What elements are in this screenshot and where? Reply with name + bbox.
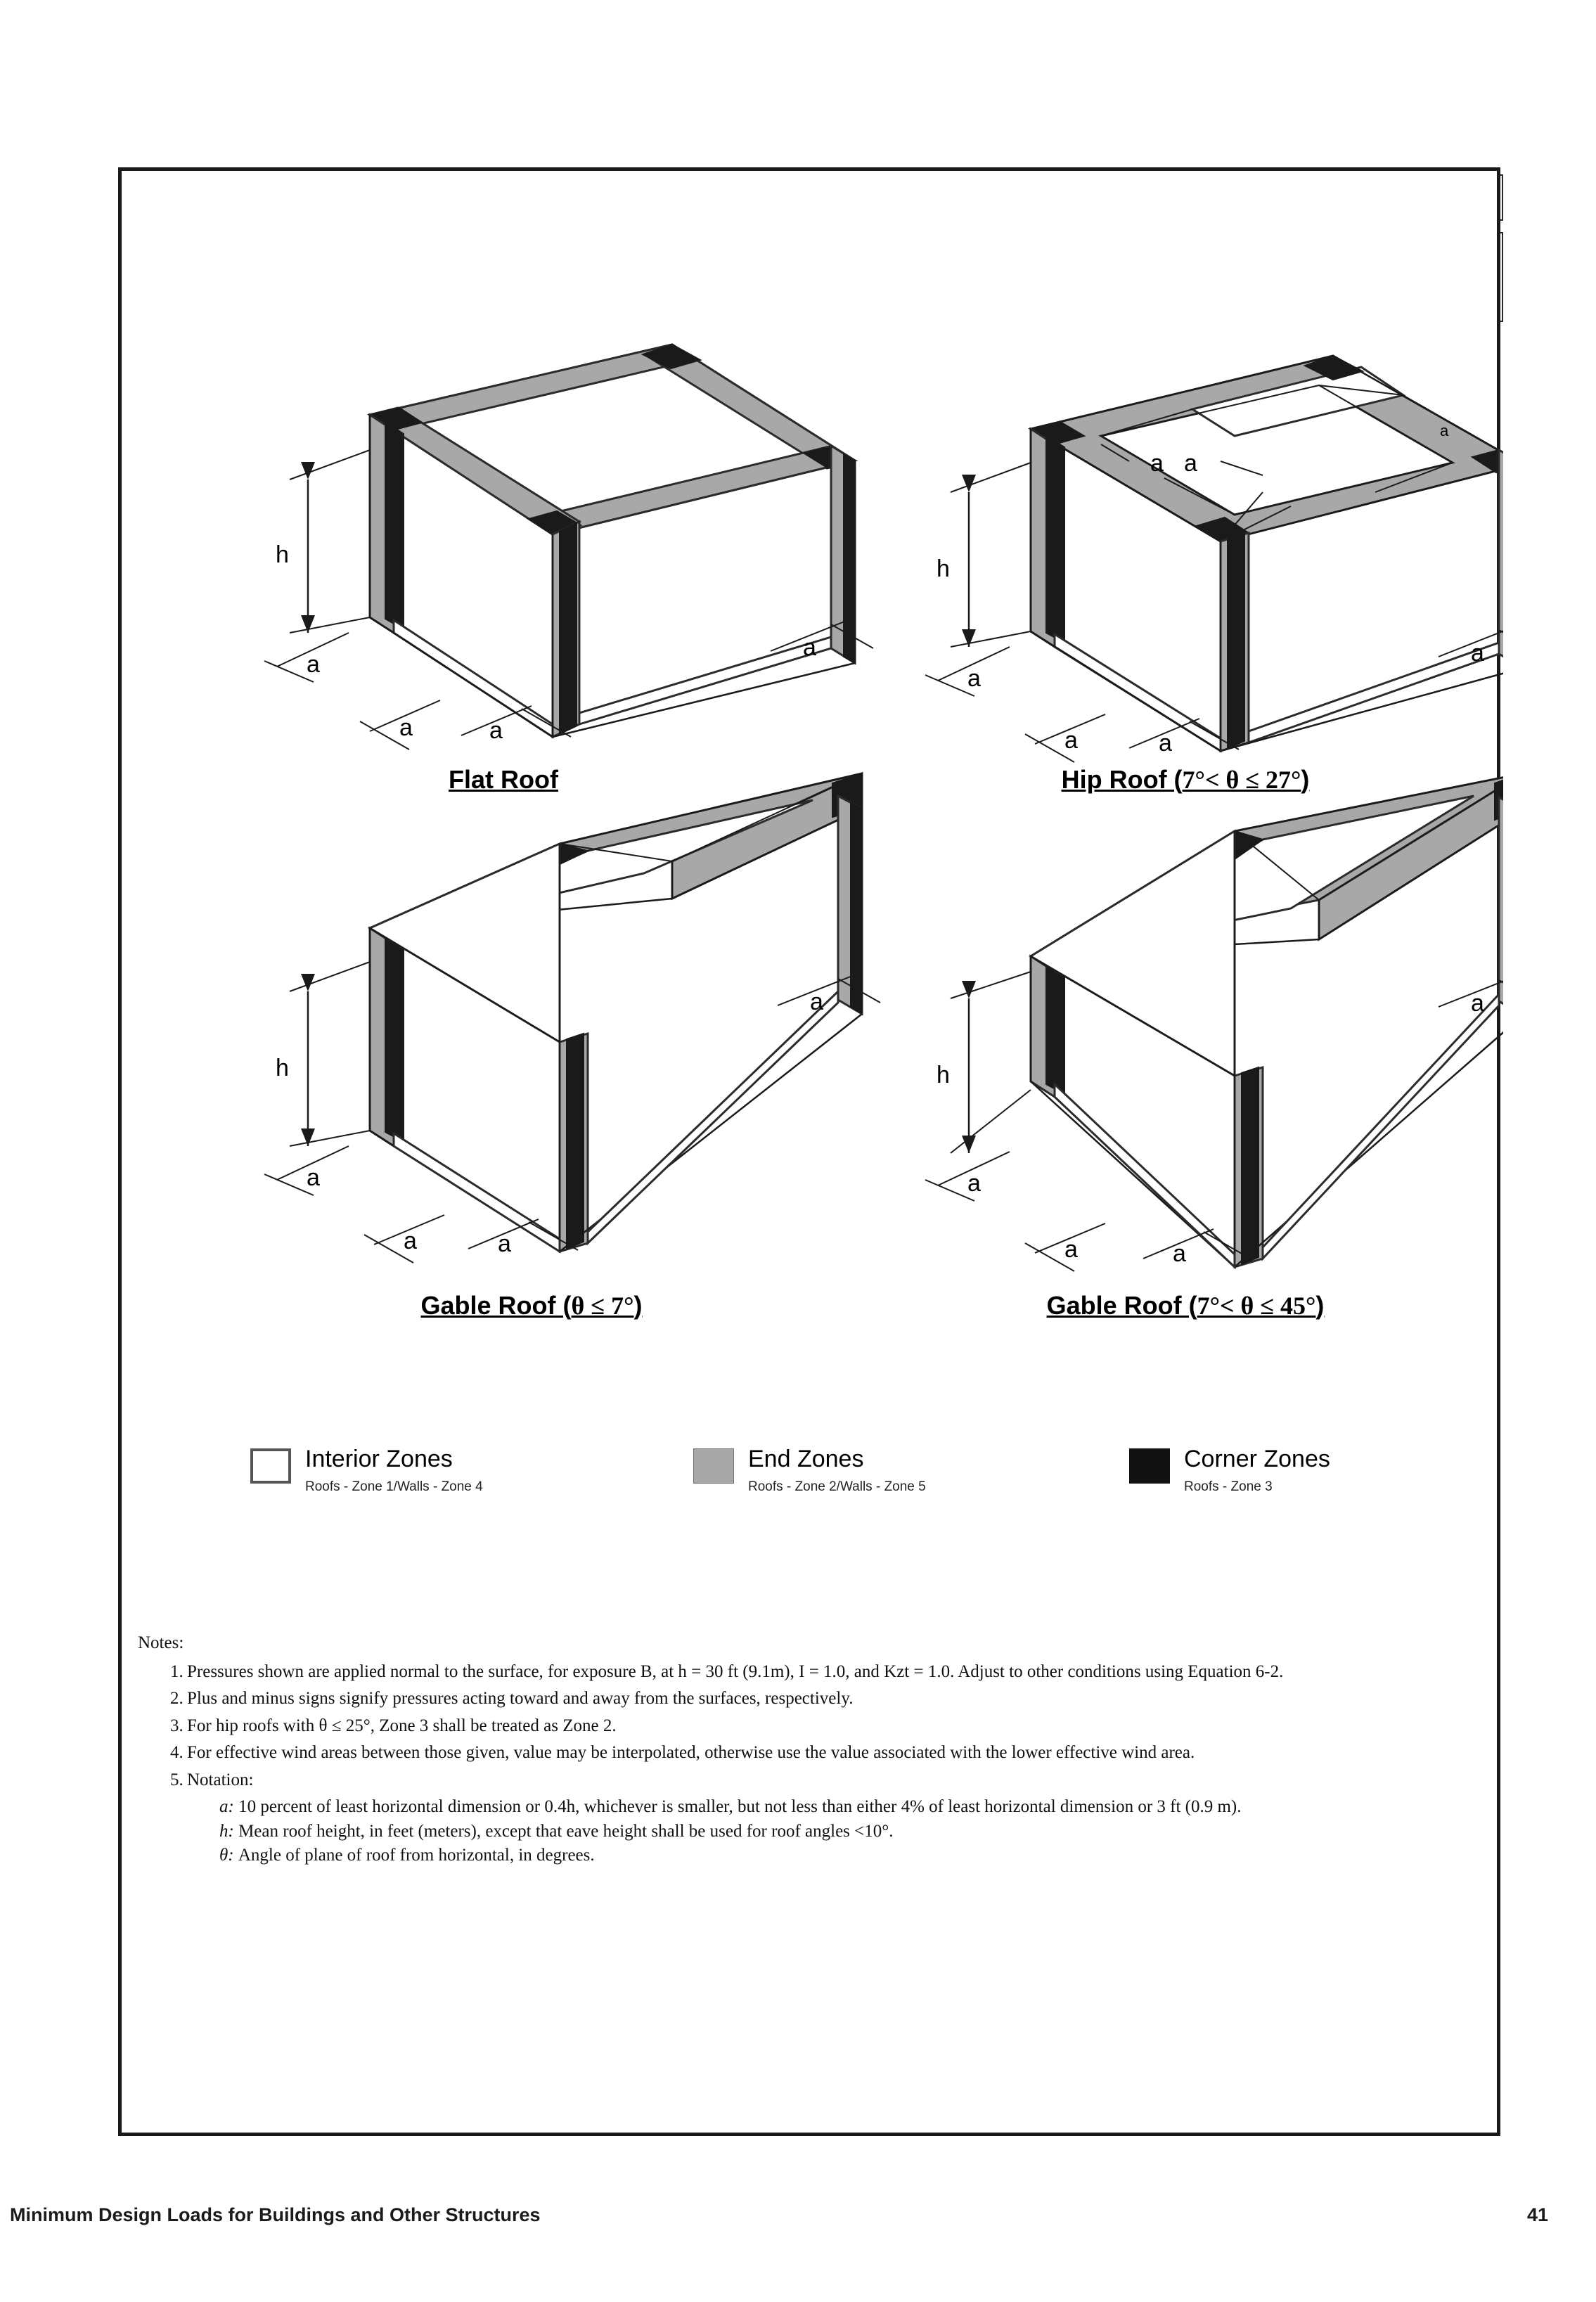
gable-high-a-label-4: a [1471, 990, 1484, 1017]
note-item [138, 1714, 1460, 1739]
notes-section [138, 1631, 1460, 1868]
note-text: Plus and minus signs signify pressures acting toward and away from the surfaces, respectively. [187, 1689, 854, 1708]
hip-roof-a-label-2: a [1064, 727, 1078, 754]
notes-title: Notes: [138, 1633, 184, 1652]
gable-roof-low-caption [307, 1291, 757, 1320]
hip-roof-a-label-5: a [1150, 450, 1164, 477]
gable-high-a-label-1: a [967, 1170, 981, 1197]
flat-roof-a-label-1: a [307, 651, 320, 678]
hip-roof-caption-angle: 7°< θ ≤ 27° [1182, 766, 1301, 794]
gable-low-a-label-2: a [404, 1228, 417, 1254]
end-zone-swatch [693, 1448, 734, 1484]
interior-zone-swatch [250, 1448, 291, 1484]
notation-symbol: θ: [219, 1846, 234, 1865]
note-item [138, 1660, 1460, 1685]
flat-roof-drawing [264, 345, 873, 750]
flat-roof-h-label: h [276, 541, 289, 568]
hip-roof-a-label-4: a [1471, 640, 1484, 667]
note-item [138, 1768, 1460, 1793]
gable-low-a-label-4: a [810, 989, 823, 1015]
gable-high-caption-angle: 7°< θ ≤ 45° [1197, 1292, 1316, 1320]
hip-roof-a-label-6: a [1184, 450, 1197, 477]
notation-item [219, 1795, 1460, 1820]
page-footer [10, 2204, 1585, 2226]
gable-roof-low-drawing [264, 773, 880, 1263]
hip-roof-caption-main: Hip Roof ( [1061, 765, 1183, 794]
note-number: 2. [170, 1689, 184, 1708]
flat-roof-a-label-4: a [803, 634, 816, 661]
gable-high-caption-main: Gable Roof ( [1046, 1291, 1197, 1320]
gable-low-h-label: h [276, 1055, 289, 1081]
end-zone-detail: Roofs - Zone 2/Walls - Zone 5 [748, 1479, 926, 1494]
note-number: 4. [170, 1743, 184, 1762]
gable-low-a-label-1: a [307, 1164, 320, 1191]
notation-text: 10 percent of least horizontal dimension or 0.4h, whichever is smaller, but not less than either 4% of least horizontal dimension or 3 ft (0.9 m). [238, 1797, 1242, 1816]
svg-text:a: a [1440, 422, 1449, 439]
gable-roof-high-drawing [925, 773, 1503, 1271]
gable-low-caption-close: ) [633, 1291, 643, 1320]
flat-roof-a-label-3: a [489, 717, 503, 744]
gable-low-a-label-3: a [498, 1230, 511, 1257]
footer-title-rest: for Buildings and Other Structures [223, 2204, 541, 2225]
footer-title-bold: Minimum Design Loads [10, 2204, 224, 2225]
gable-low-caption-angle: θ ≤ 7° [571, 1292, 634, 1320]
notation-symbol: a: [219, 1797, 234, 1816]
zone-legend [138, 1448, 1503, 1526]
gable-high-h-label: h [937, 1062, 950, 1088]
note-text: Notation: [187, 1770, 254, 1789]
note-text: For hip roofs with θ ≤ 25°, Zone 3 shall be treated as Zone 2. [187, 1716, 617, 1735]
end-zone-label: End Zones [748, 1446, 864, 1472]
notation-text: Angle of plane of roof from horizontal, in degrees. [238, 1846, 595, 1865]
gable-low-caption-main: Gable Roof ( [420, 1291, 572, 1320]
hip-roof-a-label-1: a [967, 665, 981, 692]
hip-roof-a-label-3: a [1159, 730, 1172, 757]
page-number: 41 [1526, 2204, 1548, 2225]
hip-roof-caption-close: ) [1301, 765, 1310, 794]
corner-zone-label: Corner Zones [1184, 1446, 1330, 1472]
corner-zone-swatch [1129, 1448, 1170, 1484]
hip-roof-drawing [925, 356, 1503, 762]
notation-symbol: h: [219, 1821, 234, 1841]
interior-zone-detail: Roofs - Zone 1/Walls - Zone 4 [305, 1479, 483, 1494]
flat-roof-a-label-2: a [399, 714, 413, 741]
corner-zone-detail: Roofs - Zone 3 [1184, 1479, 1273, 1494]
notation-text: Mean roof height, in feet (meters), except that eave height shall be used for roof angles <10°. [238, 1821, 894, 1841]
note-item [138, 1687, 1460, 1711]
hip-roof-caption [932, 765, 1439, 795]
gable-roof-high-caption [904, 1291, 1467, 1320]
note-text: For effective wind areas between those given, value may be interpolated, otherwise use the value associated with the lower effective wind area. [187, 1743, 1195, 1762]
gable-high-a-label-3: a [1173, 1240, 1186, 1267]
note-text: Pressures shown are applied normal to the surface, for exposure B, at h = 30 ft (9.1m), I = 1.0, and Kzt = 1.0. Adjust to other conditions using Equation 6-2. [187, 1661, 1284, 1681]
note-number: 1. [170, 1661, 184, 1681]
gable-high-caption-close: ) [1315, 1291, 1325, 1320]
hip-roof-h-label: h [937, 555, 950, 582]
note-number: 5. [170, 1770, 184, 1789]
interior-zone-label: Interior Zones [305, 1446, 453, 1472]
roof-diagrams-svg [138, 330, 1503, 1413]
notation-item [219, 1820, 1460, 1844]
notation-item [219, 1844, 1460, 1868]
figure-canvas [138, 330, 1503, 1413]
flat-roof-caption: Flat Roof [449, 765, 558, 794]
note-item [138, 1741, 1460, 1766]
note-number: 3. [170, 1716, 184, 1735]
gable-high-a-label-2: a [1064, 1236, 1078, 1263]
